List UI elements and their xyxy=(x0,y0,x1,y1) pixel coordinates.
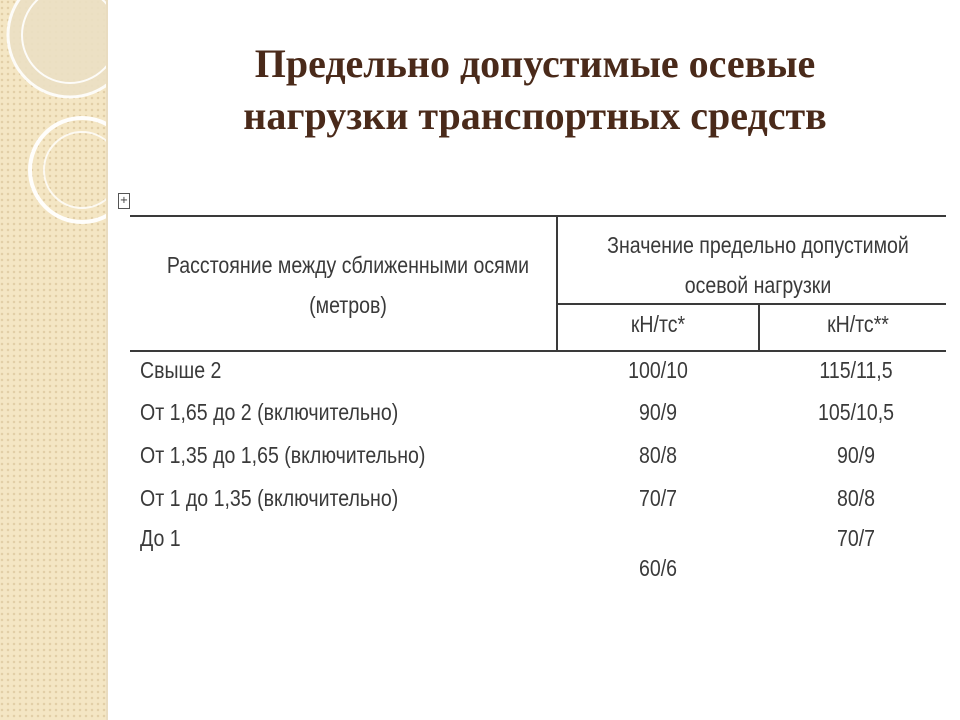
table-top-rule xyxy=(130,215,946,217)
header-distance xyxy=(161,245,535,325)
axle-load-table xyxy=(118,185,948,605)
header-bottom-rule xyxy=(130,350,946,352)
header-load-line1: Значение предельно допустимой xyxy=(607,232,909,258)
header-distance-line2: (метров) xyxy=(309,292,387,318)
row-value-col2: 90/9 xyxy=(836,442,876,468)
table-expand-icon[interactable]: + xyxy=(118,193,130,209)
unit-col2: кН/тс** xyxy=(827,311,889,337)
row-label: Свыше 2 xyxy=(140,357,222,383)
title-line-1: Предельно допустимые осевые xyxy=(254,41,816,86)
row-value-col1: 70/7 xyxy=(638,485,678,511)
decorative-rings xyxy=(0,0,106,720)
row-value-col1: 60/6 xyxy=(638,555,678,581)
header-load-value xyxy=(592,225,924,305)
row-label: От 1,35 до 1,65 (включительно) xyxy=(140,442,426,468)
side-band-edge xyxy=(106,0,108,720)
row-value-col2: 105/10,5 xyxy=(817,399,895,425)
row-label: До 1 xyxy=(140,525,181,551)
unit-col1: кН/тс* xyxy=(630,311,686,337)
title-line-2: нагрузки транспортных средств xyxy=(243,93,827,138)
header-divider-main xyxy=(556,215,558,350)
header-load-line2: осевой нагрузки xyxy=(684,272,832,298)
row-value-col1: 80/8 xyxy=(638,442,678,468)
row-value-col1: 100/10 xyxy=(628,357,688,383)
row-label: От 1,65 до 2 (включительно) xyxy=(140,399,399,425)
slide-title xyxy=(110,38,960,142)
header-divider-units xyxy=(758,303,760,350)
header-distance-line1: Расстояние между сближенными осями xyxy=(166,252,530,278)
row-label: От 1 до 1,35 (включительно) xyxy=(140,485,399,511)
row-value-col1: 90/9 xyxy=(638,399,678,425)
row-value-col2: 115/11,5 xyxy=(819,357,893,383)
decorative-side-band xyxy=(0,0,106,720)
row-value-col2: 70/7 xyxy=(836,525,876,551)
row-value-col2: 80/8 xyxy=(836,485,876,511)
